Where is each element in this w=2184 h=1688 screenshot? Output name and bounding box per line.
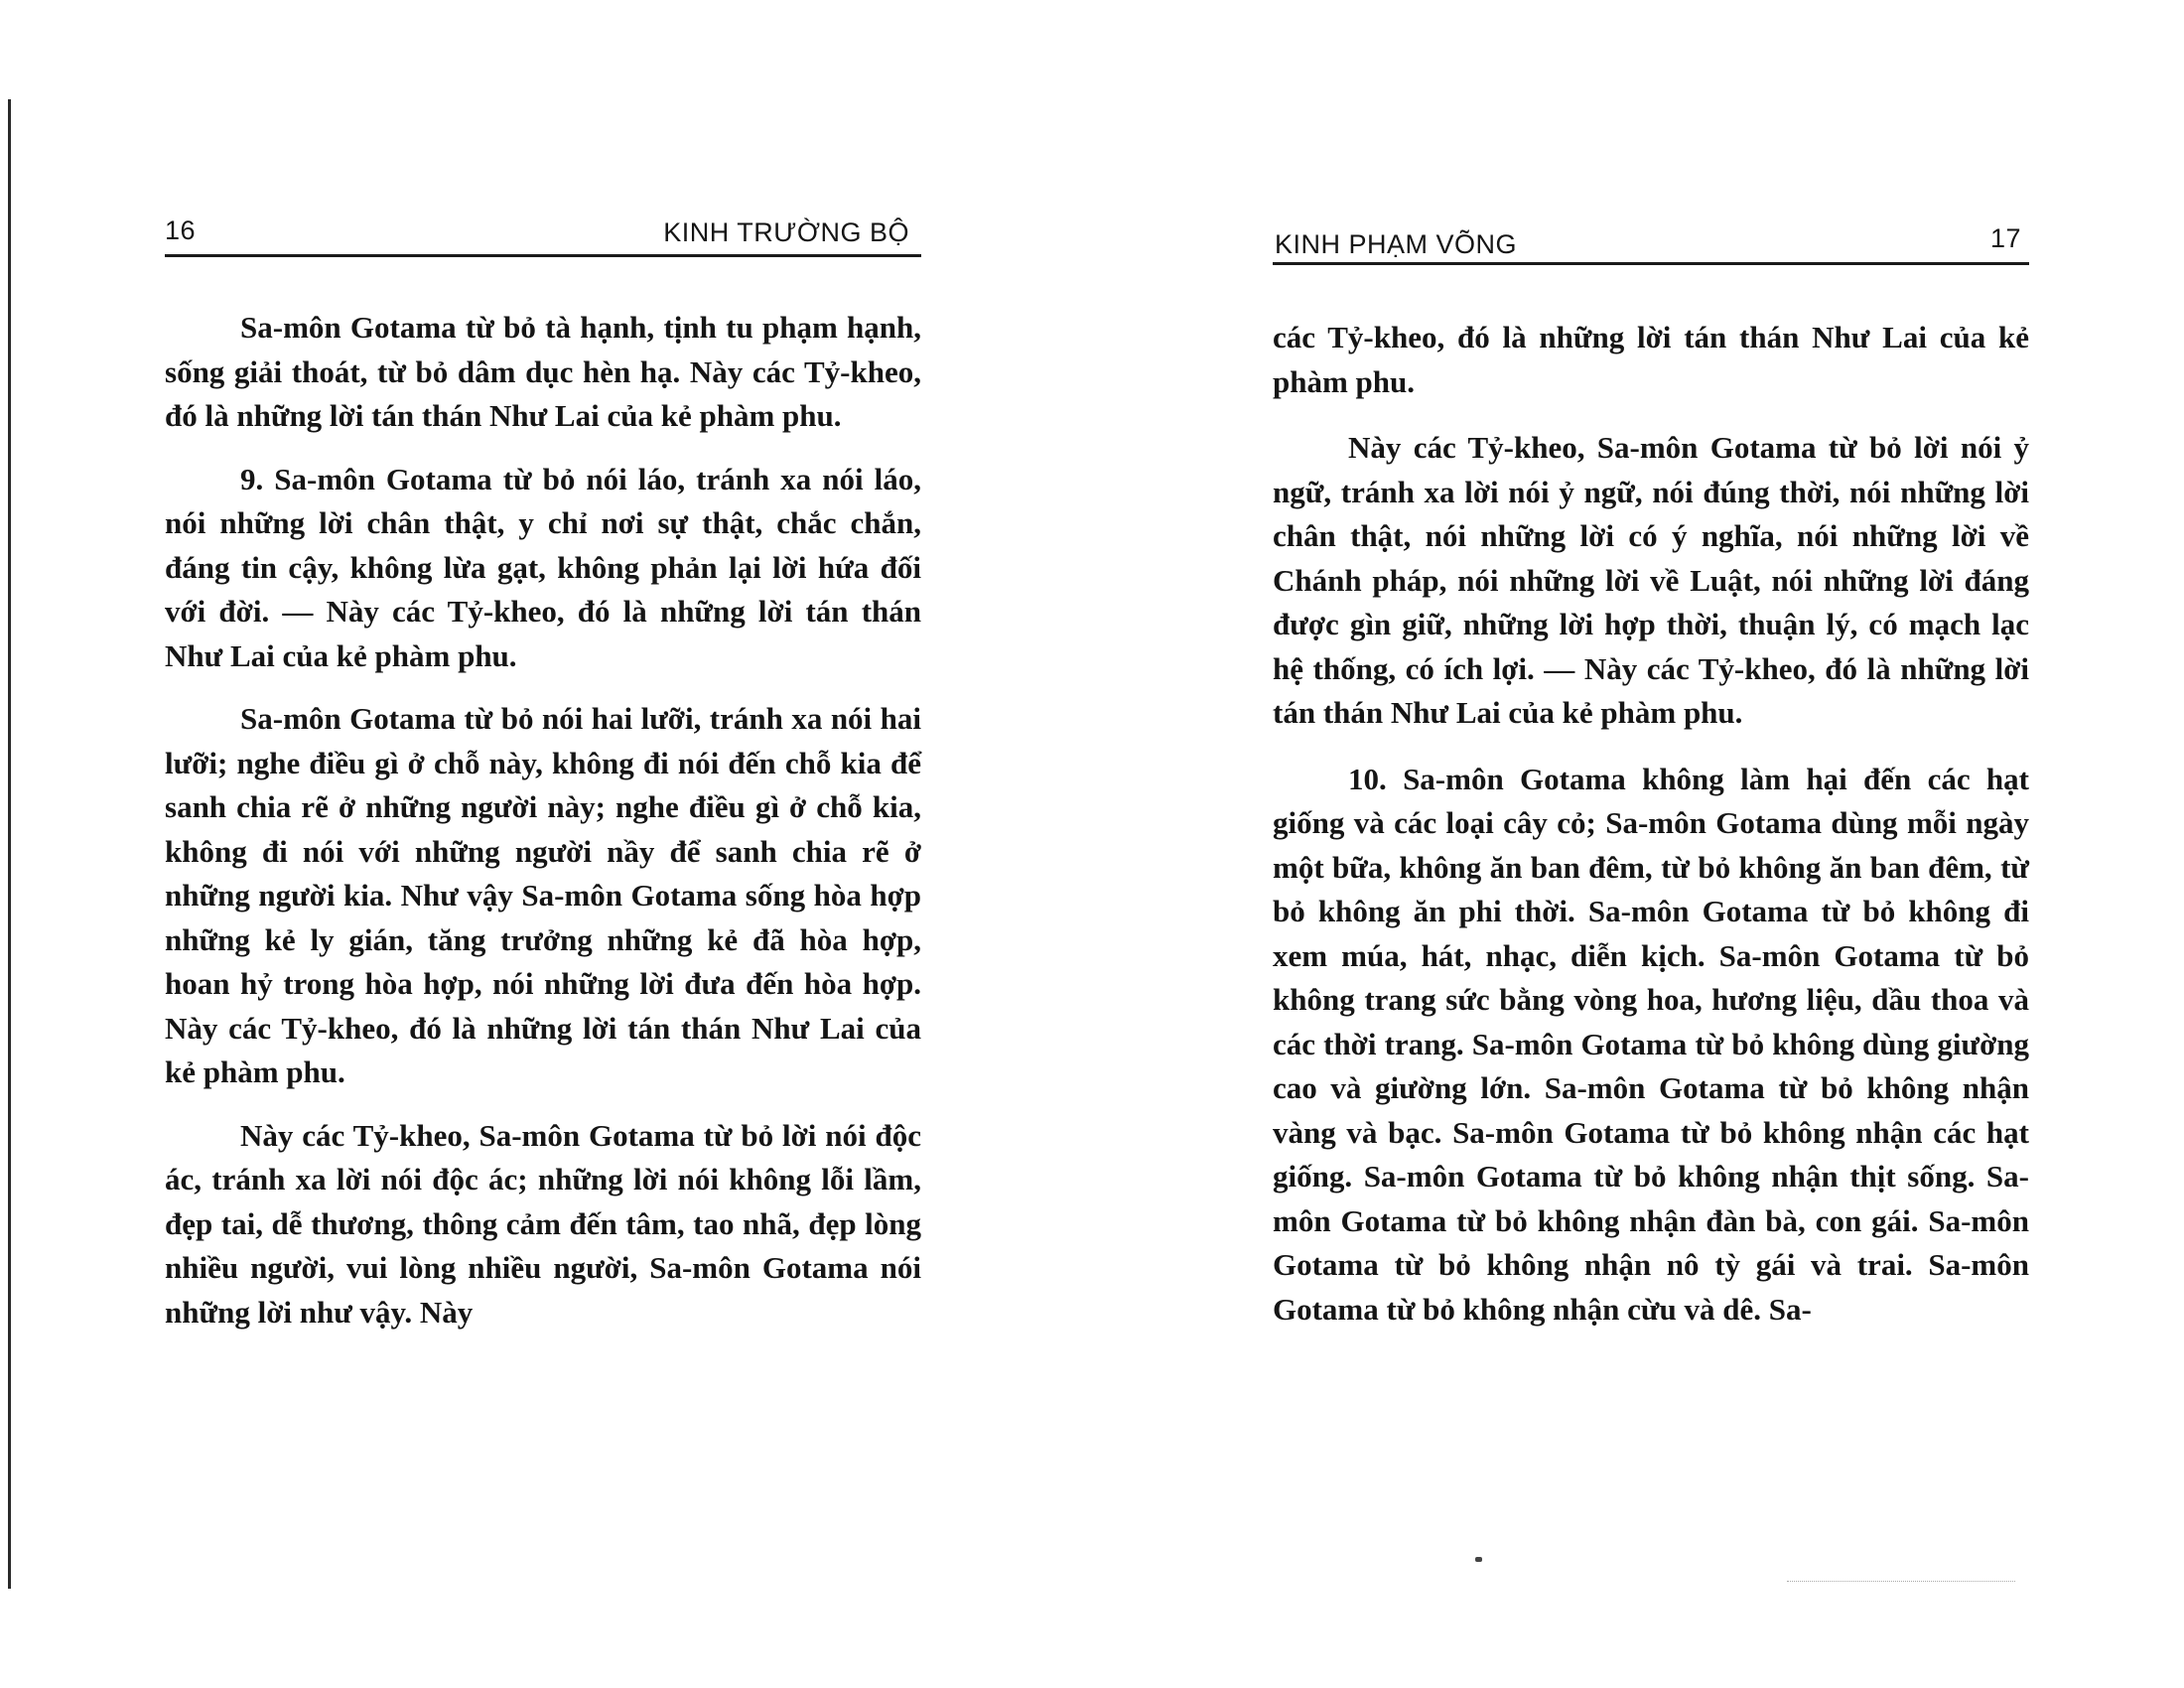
- scan-faint-mark: [1787, 1581, 2015, 1583]
- left-paragraph-3: Sa-môn Gotama từ bỏ nói hai lưỡi, tránh xa nói hai lưỡi; nghe điều gì ở chỗ này, không đi nói đến chỗ kia để sanh chia rẽ ở những người này; nghe điều gì ở chỗ kia, không đi nói với những người nầy để sanh chia rẽ ở những người kia. Như vậy Sa-môn Gotama sống hòa hợp những kẻ ly gián, tăng trưởng những kẻ đã hòa hợp, hoan hỷ trong hòa hợp, nói những lời đưa đến hòa hợp. Này các Tỷ-kheo, đó là những lời tán thán Như Lai của kẻ phàm phu.: [165, 701, 921, 1089]
- left-page-number: 16: [165, 215, 197, 245]
- left-paragraph-4: Này các Tỷ-kheo, Sa-môn Gotama từ bỏ lời nói độc ác, tránh xa lời nói độc ác; những lời nói không lỗi lầm, đẹp tai, dễ thương, thông cảm đến tâm, tao nhã, đẹp lòng nhiều người, vui lòng nhiều người, Sa-môn Gotama nói những lời như vậy. Này: [165, 1117, 921, 1330]
- right-paragraph-1: các Tỷ-kheo, đó là những lời tán thán Như Lai của kẻ phàm phu.: [1273, 320, 2029, 399]
- right-page: [1273, 0, 2029, 1688]
- left-body-text: [165, 306, 921, 1335]
- right-body-text: [1273, 316, 2029, 1332]
- right-running-title: KINH PHẠM VÕNG: [1275, 229, 1518, 259]
- scan-speck: [1475, 1557, 1482, 1562]
- scan-binding-edge: [8, 99, 11, 1589]
- right-running-head: [1273, 214, 2029, 265]
- left-paragraph-1: Sa-môn Gotama từ bỏ tà hạnh, tịnh tu phạm hạnh, sống giải thoát, từ bỏ dâm dục hèn hạ. Này các Tỷ-kheo, đó là những lời tán thán Như Lai của kẻ phàm phu.: [165, 310, 921, 433]
- left-running-head: [165, 207, 921, 257]
- left-page: [165, 0, 921, 1688]
- left-running-title: KINH TRƯỜNG BỘ: [663, 217, 909, 247]
- right-paragraph-3: 10. Sa-môn Gotama không làm hại đến các hạt giống và các loại cây cỏ; Sa-môn Gotama dùng mỗi ngày một bữa, không ăn ban đêm, từ bỏ không ăn ban đêm, từ bỏ không ăn phi thời. Sa-môn Gotama từ bỏ không đi xem múa, hát, nhạc, diễn kịch. Sa-môn Gotama từ bỏ không trang sức bằng vòng hoa, hương liệu, dầu thoa và các thời trang. Sa-môn Gotama từ bỏ không dùng giường cao và giường lớn. Sa-môn Gotama từ bỏ không nhận vàng và bạc. Sa-môn Gotama từ bỏ không nhận các hạt giống. Sa-môn Gotama từ bỏ không nhận thịt sống. Sa-môn Gotama từ bỏ không nhận đàn bà, con gái. Sa-môn Gotama từ bỏ không nhận nô tỳ gái và trai. Sa-môn Gotama từ bỏ không nhận cừu và dê. Sa-: [1273, 761, 2029, 1327]
- right-paragraph-2: Này các Tỷ-kheo, Sa-môn Gotama từ bỏ lời nói ỷ ngữ, tránh xa lời nói ỷ ngữ, nói đúng thời, nói những lời chân thật, nói những lời có ý nghĩa, nói những lời về Chánh pháp, nói những lời về Luật, nói những lời đáng được gìn giữ, những lời hợp thời, thuận lý, có mạch lạc hệ thống, có ích lợi. — Này các Tỷ-kheo, đó là những lời tán thán Như Lai của kẻ phàm phu.: [1273, 430, 2029, 730]
- right-page-number: 17: [1989, 223, 2021, 253]
- left-paragraph-2: 9. Sa-môn Gotama từ bỏ nói láo, tránh xa nói láo, nói những lời chân thật, y chỉ nơi sự thật, chắc chắn, đáng tin cậy, không lừa gạt, không phản lại lời hứa đối với đời. — Này các Tỷ-kheo, đó là những lời tán thán Như Lai của kẻ phàm phu.: [165, 461, 921, 673]
